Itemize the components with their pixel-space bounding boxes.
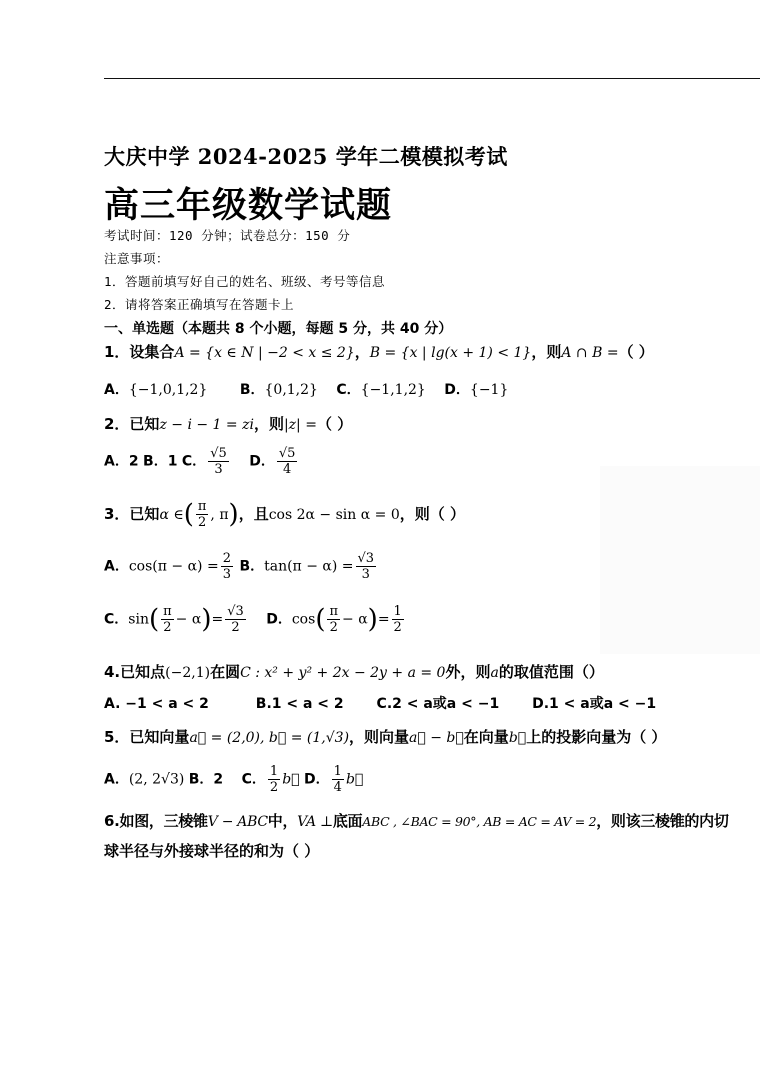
exam-title: 高三年级数学试题 (104, 185, 393, 226)
top-rule (104, 78, 760, 79)
q3-opt-c-eq: = (211, 611, 224, 628)
q1-opt-a-label: A． (104, 382, 129, 398)
q3-opt-b-label: B． (239, 558, 265, 575)
q5-opt-a: (2, 2√3) (128, 771, 185, 788)
q3-opt-b-num: √3 (357, 551, 375, 566)
q6-lead: 6.如图，三棱锥 (104, 812, 208, 830)
q5-opt-c-num: 1 (269, 764, 279, 779)
q6-cond1: VA ⊥ (297, 814, 333, 830)
q1-opt-d-label: D． (444, 382, 470, 398)
q4-options (104, 693, 656, 713)
q3-opt-c-frac1 (161, 604, 174, 635)
q3-opt-a-den: 3 (222, 567, 231, 582)
q3-ask: ，则（ ） (399, 505, 465, 523)
q3-options-ab (104, 551, 378, 582)
q3-opt-c-num1: π (163, 604, 172, 619)
section-title: 一、单选题（本题共 8 个小题，每题 5 分，共 40 分） (104, 321, 453, 337)
q3-opt-b-frac (356, 551, 377, 582)
q1-lead: 1．设集合 (104, 343, 175, 361)
note-1: 1．答题前填写好自己的姓名、班级、考号等信息 (104, 274, 386, 289)
q3-opt-d-label: D． (266, 611, 292, 628)
q3-pi-end: , π (210, 507, 229, 523)
q1-set-a: A = {x ∈ N | −2 < x ≤ 2} (174, 345, 355, 361)
q4-circle: C : x² + y² + 2x − 2y + a = 0 (240, 665, 446, 681)
q3-opt-a-pre: cos(π − α) = (128, 558, 219, 575)
q2-options (104, 446, 299, 477)
q1-ask: ，则 (531, 343, 562, 361)
q3-alpha: α ∈ (159, 507, 184, 523)
q2-opt-c-den: 3 (214, 462, 223, 477)
q2-lead: 2．已知 (104, 415, 160, 433)
q3-opt-c-frac2 (225, 604, 246, 635)
question-1 (104, 341, 654, 362)
q3-opt-b-den: 3 (361, 567, 370, 582)
q5-ask: 上的投影向量为（ ） (526, 728, 667, 746)
q3-opt-a-frac (221, 551, 233, 582)
q5-opt-d-frac (332, 764, 344, 795)
q3-opt-d-mid: − α (342, 611, 368, 628)
q1-opt-a: {−1,0,1,2} (128, 382, 208, 398)
q3-opt-d-den1: 2 (329, 620, 338, 635)
q2-eq: z − i − 1 = zi (159, 417, 254, 433)
question-3: 3．已知α ∈( $\frac{\pi}{2}$ , π)，且cos 2α − sin α = 0，则（ ） (104, 499, 465, 530)
q3-opt-c-num2: √3 (227, 604, 244, 619)
q6-cond2: ABC , ∠BAC = 90°, AB = AC = AV = 2 (362, 814, 597, 829)
q3-opt-c-label: C． (104, 611, 129, 628)
q4-opt-d: D.1 < a或a < −1 (532, 696, 657, 712)
q1-expr: A ∩ B = (561, 345, 619, 361)
q6-mid: 中， (267, 812, 298, 830)
q3-opt-d-num1: π (329, 604, 339, 619)
q4-point: (−2,1) (165, 665, 211, 681)
q1-set-b: B = {x | lg(x + 1) < 1} (369, 345, 532, 361)
q5-opt-d-label: D． (304, 771, 330, 788)
q3-opt-a-num: 2 (222, 551, 231, 566)
q1-opt-d: {−1} (469, 382, 509, 398)
q3-opt-d-num2: 1 (393, 604, 402, 619)
q3-pi-frac (196, 499, 209, 530)
q3-pi-den: 2 (198, 515, 207, 530)
q1-comma: ， (354, 343, 370, 361)
q3-opt-c-pre: sin (128, 611, 149, 628)
q1-opt-c-label: C． (336, 382, 361, 398)
q2-opt-d-num: √5 (278, 446, 296, 461)
q2-ask: ，则 (253, 415, 284, 433)
q5-opt-c-frac (268, 764, 280, 795)
q1-opt-c: {−1,1,2} (360, 382, 426, 398)
q1-blank: （ ） (618, 343, 654, 361)
q2-opt-a: A．2 (104, 453, 139, 470)
q2-opt-c-frac (208, 446, 229, 477)
question-6 (104, 810, 729, 831)
q4-opt-c: C.2 < a或a < −1 (376, 696, 500, 712)
q5-opt-b: B．2 (188, 771, 224, 788)
q3-opt-b-pre: tan(π − α) = (264, 558, 354, 575)
question-2 (104, 413, 352, 434)
q5-options (104, 764, 363, 795)
time-info: 考试时间：120 分钟；试卷总分：150 分 (104, 228, 351, 243)
q3-opt-d-eq: = (377, 611, 390, 628)
question-5 (104, 726, 666, 747)
q3-opt-c-den2: 2 (231, 620, 240, 635)
q2-opt-d-frac (277, 446, 298, 477)
q6-name: V − ABC (207, 814, 268, 830)
q5-opt-c-label: C． (241, 771, 266, 788)
q3-opt-d-pre: cos (291, 611, 316, 628)
q5-mid: ，则向量 (349, 728, 410, 746)
question-4 (104, 661, 604, 682)
q3-eq: cos 2α − sin α = 0 (268, 507, 400, 523)
q3-opt-a-label: A． (104, 558, 129, 575)
scan-shading (600, 466, 760, 654)
q5-mid2: 在向量 (463, 728, 509, 746)
q3-opt-c-den1: 2 (163, 620, 172, 635)
q5-b: b⃗ (508, 730, 527, 746)
q2-blank: （ ） (316, 415, 353, 433)
q3-options-cd: C．sin( $\frac{\pi}{2}$ − α)= $\frac{√3}{2}$ D．cos( $\frac{\pi}{2}$ − α)= $\frac{1}{2}$ (104, 604, 402, 635)
q3-lead: 3．已知 (104, 505, 160, 523)
note-2: 2．请将答案正确填写在答题卡上 (104, 297, 295, 312)
q6-base-text: 底面 (332, 812, 363, 830)
q5-opt-a-label: A． (104, 771, 129, 788)
q2-opt-c-label: C． (181, 453, 207, 470)
q5-diff: a⃗ − b⃗ (409, 730, 464, 746)
q5-opt-d-num: 1 (333, 764, 342, 779)
q3-opt-c-mid: − α (175, 611, 202, 628)
q4-ask: 的取值范围（） (498, 663, 604, 681)
q2-opt-c-num: √5 (210, 446, 227, 461)
q3-opt-d-frac2 (392, 604, 404, 635)
q4-var: a (490, 665, 499, 681)
q5-opt-c-den: 2 (269, 780, 279, 795)
question-6-line2: 球半径与外接球半径的和为（ ） (104, 842, 320, 860)
q2-opt-d-den: 4 (282, 462, 292, 477)
q2-expr: |z| = (283, 417, 317, 433)
q4-opt-a: A. −1 < a < 2 (104, 696, 209, 712)
q6-tail: ，则该三棱锥的内切 (596, 812, 729, 830)
notes-heading: 注意事项： (104, 251, 170, 266)
q4-mid: 在圆 (210, 663, 241, 681)
q3-opt-d-den2: 2 (393, 620, 402, 635)
q5-lead: 5．已知向量 (104, 728, 190, 746)
q3-opt-d-frac1 (327, 604, 340, 635)
q4-lead: 4.已知点 (104, 663, 166, 681)
q2-opt-d-label: D． (249, 453, 275, 470)
q5-opt-d-den: 4 (333, 780, 342, 795)
q5-opt-c-vec: b⃗ (282, 771, 300, 788)
school-title: 大庆中学 2024-2025 学年二模模拟考试 (104, 144, 508, 169)
q3-pi-num: π (197, 499, 207, 514)
q5-vecs: a⃗ = (2,0), b⃗ = (1,√3) (189, 730, 350, 746)
q1-opt-b: {0,1,2} (264, 382, 318, 398)
q1-opt-b-label: B． (239, 382, 265, 398)
q1-options (104, 379, 508, 399)
q4-tail: 外，则 (445, 663, 491, 681)
q5-opt-d-vec: b⃗ (345, 771, 364, 788)
q4-opt-b: B.1 < a < 2 (255, 696, 344, 712)
q2-opt-b: B．1 (143, 453, 178, 470)
q3-mid: ，且 (238, 505, 269, 523)
